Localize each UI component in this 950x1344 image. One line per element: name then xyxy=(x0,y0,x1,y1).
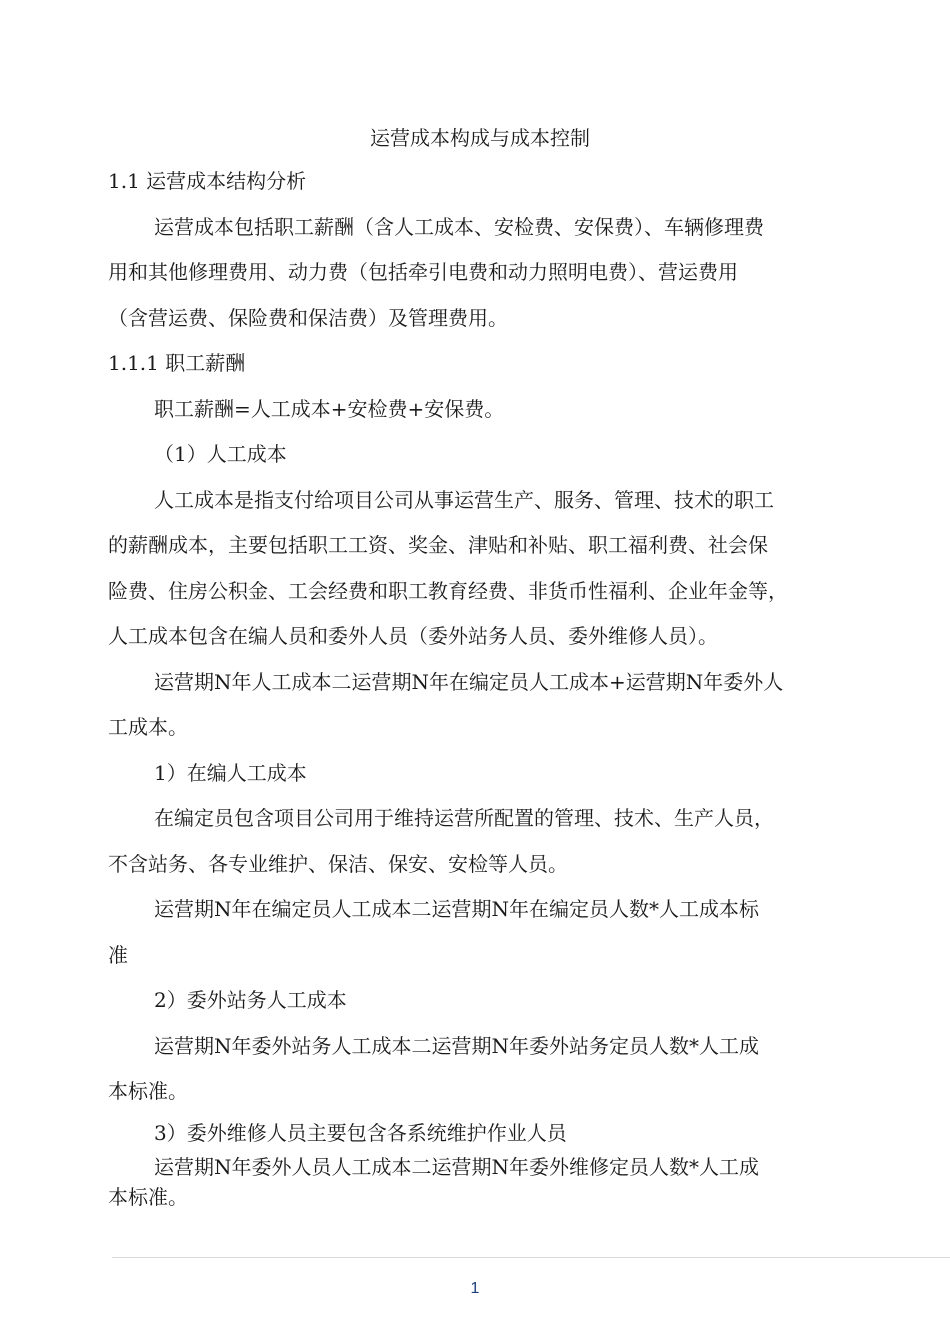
paragraph-line: （含营运费、保险费和保洁费）及管理费用。 xyxy=(108,305,508,330)
formula-line: 工成本。 xyxy=(108,715,188,739)
formula-line: 运营期N年委外人员人工成本二运营期N年委外维修定员人数*人工成 xyxy=(154,1154,759,1179)
formula-line: 准 xyxy=(108,942,128,967)
paragraph-line: 人工成本包含在编人员和委外人员（委外站务人员、委外维修人员）。 xyxy=(108,624,718,648)
document-title: 运营成本构成与成本控制 xyxy=(370,126,590,150)
subheading-outsourced-maintenance: 3）委外维修人员主要包含各系统维护作业人员 xyxy=(154,1120,567,1145)
paragraph-line: 在编定员包含项目公司用于维持运营所配置的管理、技术、生产人员， xyxy=(154,806,774,830)
paragraph-line: 的薪酬成本，主要包括职工工资、奖金、津贴和补贴、职工福利费、社会保 xyxy=(108,533,768,557)
paragraph-line: 职工薪酬=人工成本+安检费+安保费。 xyxy=(154,396,505,421)
section-heading-1-1-1: 1.1.1 职工薪酬 xyxy=(108,351,246,375)
paragraph-line: 险费、住房公积金、工会经费和职工教育经费、非货币性福利、企业年金等， xyxy=(108,578,788,603)
page-number: 1 xyxy=(470,1280,480,1297)
formula-line: 运营期N年委外站务人工成本二运营期N年委外站务定员人数*人工成 xyxy=(154,1033,759,1058)
paragraph-line: 用和其他修理费用、动力费（包括牵引电费和动力照明电费）、营运费用 xyxy=(108,260,738,284)
formula-line: 本标准。 xyxy=(108,1184,188,1209)
formula-line: 运营期N年在编定员人工成本二运营期N年在编定员人数*人工成本标 xyxy=(154,897,759,921)
paragraph-line: 不含站务、各专业维护、保洁、保安、安检等人员。 xyxy=(108,851,568,876)
formula-line: 本标准。 xyxy=(108,1079,188,1103)
subheading-staff-labor-cost: 1）在编人工成本 xyxy=(154,760,307,785)
paragraph-line: 运营成本包括职工薪酬（含人工成本、安检费、安保费）、车辆修理费 xyxy=(154,214,764,239)
paragraph-line: 人工成本是指支付给项目公司从事运营生产、服务、管理、技术的职工 xyxy=(154,487,774,512)
formula-line: 运营期N年人工成本二运营期N年在编定员人工成本+运营期N年委外人 xyxy=(154,669,784,694)
subheading-labor-cost: （1）人工成本 xyxy=(154,442,287,466)
footer-divider xyxy=(112,1257,950,1258)
section-heading-1-1: 1.1 运营成本结构分析 xyxy=(108,169,307,193)
subheading-outsourced-station-cost: 2）委外站务人工成本 xyxy=(154,988,347,1012)
document-body xyxy=(108,159,856,1212)
